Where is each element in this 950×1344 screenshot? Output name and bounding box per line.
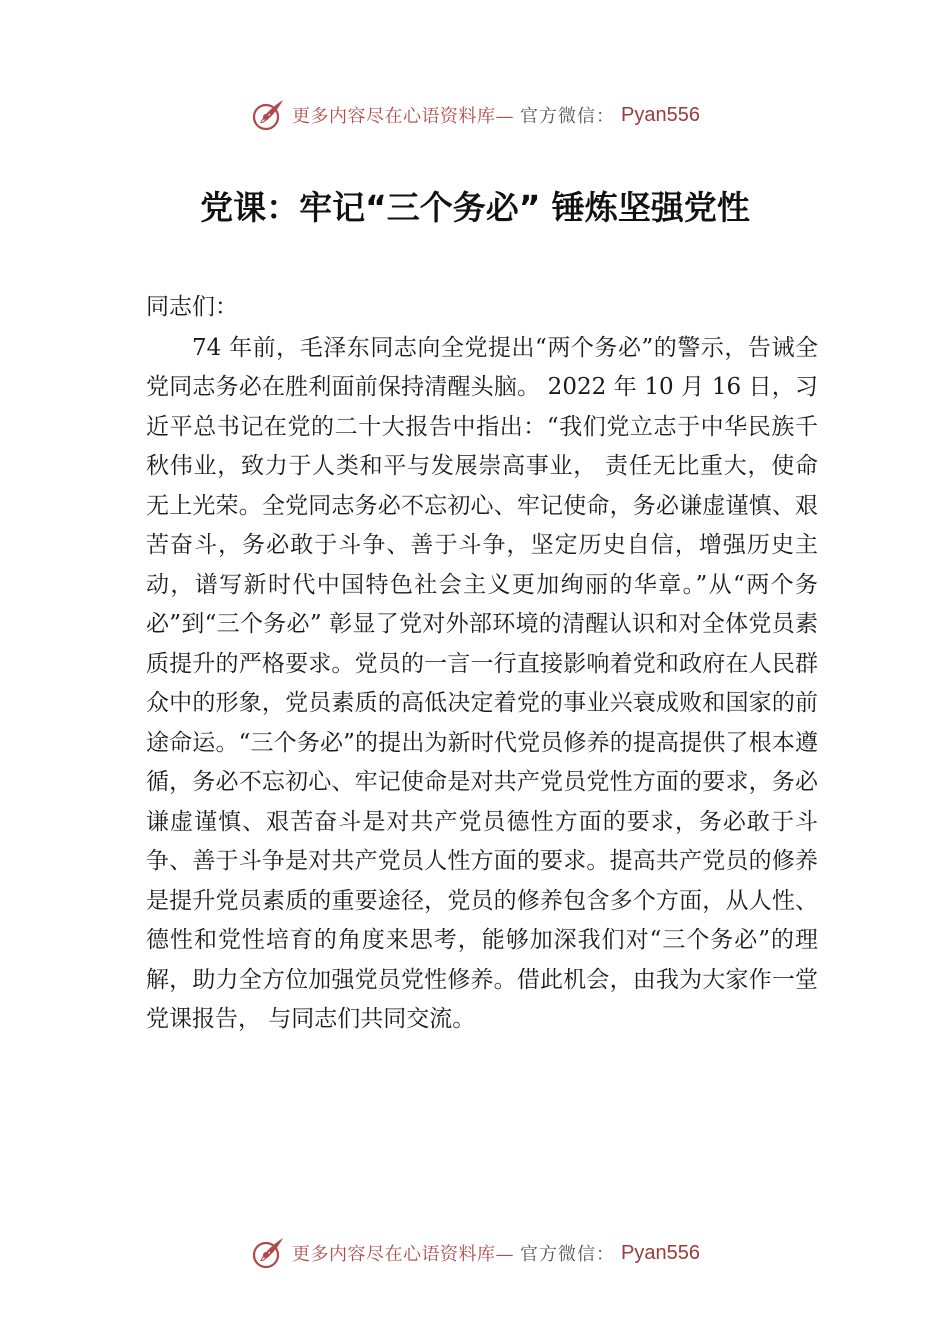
banner-wechat-id: Pyan556 [621, 1241, 700, 1264]
banner-wechat-id: Pyan556 [621, 103, 700, 126]
paragraph-1: 74 年前，毛泽东同志向全党提出“两个务必”的警示，告诫全党同志务必在胜利面前保持清醒头脑。 2022 年 10 月 16 日，习近平总书记在党的二十大报告中指出：“我们党立志于中华民族千秋伟业，致力于人类和平与发展崇高事业， 责任无比重大，使命无上光荣。全党同志务必不忘初心、牢记使命，务必谦虚谨慎、艰苦奋斗，务必敢于斗争、善于斗争，坚定历史自信，增强历史主动，谱写新时代中国特色社会主义更加绚丽的华章。”从“两个务必”到“三个务必” 彰显了党对外部环境的清醒认识和对全体党员素质提升的严格要求。党员的一言一行直接影响着党和政府在人民群众中的形象，党员素质的高低决定着党的事业兴衰成败和国家的前途命运。“三个务必”的提出为新时代党员修养的提高提供了根本遵循，务必不忘初心、牢记使命是对共产党员党性方面的要求，务必谦虚谨慎、艰苦奋斗是对共产党员德性方面的要求，务必敢于斗争、善于斗争是对共产党员人性方面的要求。提高共产党员的修养是提升党员素质的重要途径，党员的修养包含多个方面，从人性、德性和党性培育的角度来思考，能够加深我们对“三个务必”的理解，助力全方位加强党员党性修养。借此机会，由我为大家作一堂党课报告， 与同志们共同交流。 [146, 334, 818, 1032]
quill-logo-icon [250, 97, 286, 133]
banner-label: 官方微信： [520, 1244, 616, 1265]
banner-text: 更多内容尽在心语资料库— [292, 106, 515, 127]
quill-logo-icon [250, 1235, 286, 1271]
document-body [146, 288, 818, 1040]
header-banner [0, 95, 950, 135]
footer-banner [0, 1233, 950, 1273]
document-title: 党课：牢记“三个务必” 锤炼坚强党性 [200, 188, 750, 227]
salutation: 同志们： [146, 294, 238, 320]
banner-text: 更多内容尽在心语资料库— [292, 1244, 515, 1265]
banner-label: 官方微信： [520, 106, 616, 127]
